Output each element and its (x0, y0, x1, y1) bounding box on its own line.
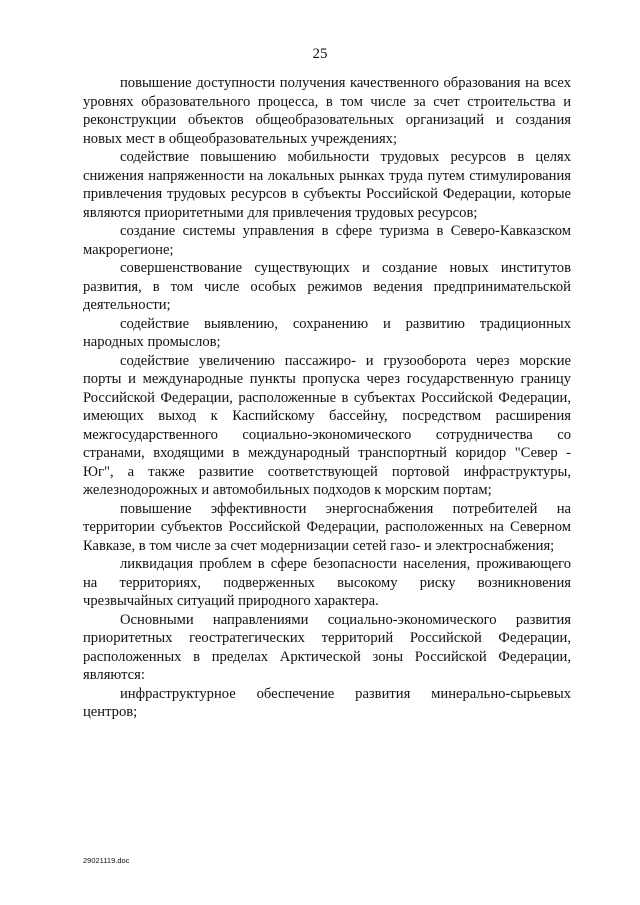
paragraph: повышение доступности получения качественного образования на всех уровнях образовательного процесса, в том числе за счет строительства и реконструкции объектов общеобразовательных организаций и создания новых мест в общеобразовательных учреждениях; (83, 75, 571, 147)
paragraph: Основными направлениями социально-экономического развития приоритетных геостратегических территорий Российской Федерации, расположенных в пределах Арктической зоны Российской Федерации, являются: (83, 611, 571, 683)
page-number: 25 (312, 46, 328, 62)
footer-doc-code: 29021119.doc (83, 856, 130, 865)
paragraph: содействие повышению мобильности трудовых ресурсов в целях снижения напряженности на локальных рынках труда путем стимулирования привлечения трудовых ресурсов в субъекты Российской Федерации, которые являются приоритетными для привлечения трудовых ресурсов; (83, 149, 571, 221)
paragraph: инфраструктурное обеспечение развития минерально-сырьевых центров; (83, 685, 571, 720)
paragraph: содействие увеличению пассажиро- и грузооборота через морские порты и международные пункты пропуска через государственную границу Российской Федерации, расположенные в субъектах Российской Федерации, имеющих выход к Каспийскому бассейну, посредством расширения межгосударственного социально-экономического сотрудничества со странами, входящими в международный транспортный коридор "Север - Юг", а также развитие соответствующей портовой инфраструктуры, железнодорожных и автомобильных подходов к морским портам; (83, 352, 571, 498)
paragraph: ликвидация проблем в сфере безопасности населения, проживающего на территориях, подверженных высокому риску возникновения чрезвычайных ситуаций природного характера. (83, 556, 571, 609)
paragraph: совершенствование существующих и создание новых институтов развития, в том числе особых режимов ведения предпринимательской деятельности; (83, 260, 571, 313)
paragraph: содействие выявлению, сохранению и развитию традиционных народных промыслов; (83, 315, 571, 350)
paragraph: повышение эффективности энергоснабжения потребителей на территории субъектов Российской Федерации, расположенных на Северном Кавказе, в том числе за счет модернизации сетей газо- и электроснабжения; (83, 500, 571, 554)
document-body (83, 74, 571, 722)
paragraph: создание системы управления в сфере туризма в Северо-Кавказском макрорегионе; (83, 223, 571, 258)
